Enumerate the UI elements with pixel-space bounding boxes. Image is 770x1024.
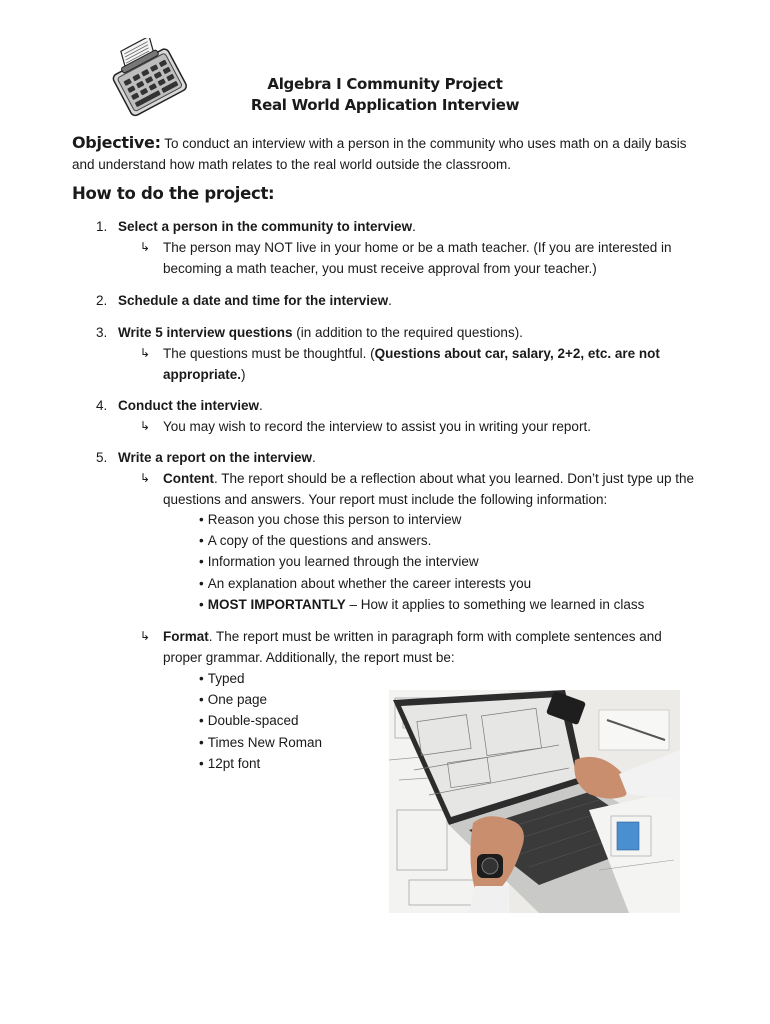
list-item-bold: MOST IMPORTANTLY — [207, 597, 346, 612]
step-heading: Write a report on the interview — [118, 450, 313, 465]
how-to-heading: How to do the project: — [72, 184, 275, 203]
list-item-text: – How it applies to something we learned in class — [345, 597, 645, 612]
list-item — [199, 573, 531, 594]
format-body: . The report must be written in paragraph form with complete sentences and proper grammar. Additionally, the report must be: — [163, 629, 662, 665]
step-note-text — [163, 343, 698, 385]
bullet-icon: • — [199, 533, 204, 548]
step-heading: Schedule a date and time for the interview — [118, 293, 389, 308]
arrow-icon: ↳ — [140, 240, 151, 254]
bullet-icon: • — [199, 512, 204, 527]
list-item — [199, 551, 479, 572]
list-item — [199, 509, 461, 530]
document-title — [0, 74, 770, 116]
list-item — [199, 753, 260, 774]
objective-paragraph — [72, 132, 712, 175]
list-item — [199, 732, 322, 753]
step-note-text: You may wish to record the interview to assist you in writing your report. — [163, 419, 591, 434]
step-note-text: The person may NOT live in your home or be a math teacher. (If you are interested in becoming a math teacher, you must receive approval from your teacher.) — [163, 240, 672, 276]
bullet-icon: • — [199, 597, 204, 612]
list-item-text: Typed — [207, 671, 245, 686]
title-line-2: Real World Application Interview — [250, 96, 520, 114]
bullet-icon: • — [199, 671, 204, 686]
format-text — [163, 626, 698, 668]
list-item-text: An explanation about whether the career interests you — [207, 576, 532, 591]
content-text — [163, 468, 698, 510]
step-heading: Conduct the interview — [118, 398, 260, 413]
step-tail: . — [388, 293, 392, 308]
bullet-icon: • — [199, 692, 204, 707]
step-tail: (in addition to the required questions). — [292, 325, 523, 340]
list-item-text: Times New Roman — [207, 735, 323, 750]
objective-label: Objective: — [72, 133, 161, 152]
note-pre: The questions must be thoughtful. ( — [163, 346, 375, 361]
list-item — [199, 710, 299, 731]
list-item — [199, 530, 431, 551]
step-number: 4. — [96, 398, 108, 413]
step-tail: . — [312, 450, 316, 465]
format-label: Format — [163, 629, 209, 644]
list-item — [199, 594, 644, 615]
note-post: ) — [241, 367, 246, 382]
list-item-text: One page — [207, 692, 268, 707]
arrow-icon: ↳ — [140, 419, 151, 433]
step-number: 5. — [96, 450, 108, 465]
bullet-icon: • — [199, 735, 204, 750]
content-label: Content — [163, 471, 214, 486]
bullet-icon: • — [199, 756, 204, 771]
list-item-text: 12pt font — [207, 756, 261, 771]
step-tail: . — [412, 219, 416, 234]
list-item-text: A copy of the questions and answers. — [207, 533, 432, 548]
arrow-icon: ↳ — [140, 346, 151, 360]
laptop-photo — [389, 690, 680, 913]
list-item — [199, 689, 267, 710]
arrow-icon: ↳ — [140, 629, 151, 643]
bullet-icon: • — [199, 713, 204, 728]
step-number: 1. — [96, 219, 108, 234]
list-item — [199, 668, 245, 689]
objective-text: To conduct an interview with a person in the community who uses math on a daily basis and understand how math relates to the real world outside the classroom. — [72, 136, 687, 172]
step-tail: . — [259, 398, 263, 413]
note-bold: Questions about car, salary, 2+2, etc. are not appropriate. — [163, 346, 660, 382]
content-body: . The report should be a reflection about what you learned. Don’t just type up the questions and answers. Your report must include the following information: — [163, 471, 695, 507]
arrow-icon: ↳ — [140, 471, 151, 485]
step-heading: Select a person in the community to interview — [118, 219, 413, 234]
step-number: 2. — [96, 293, 108, 308]
step-number: 3. — [96, 325, 108, 340]
bullet-icon: • — [199, 554, 204, 569]
bullet-icon: • — [199, 576, 204, 591]
list-item-text: Information you learned through the interview — [207, 554, 479, 569]
list-item-text: Reason you chose this person to interview — [207, 512, 462, 527]
list-item-text: Double-spaced — [207, 713, 299, 728]
step-heading: Write 5 interview questions — [118, 325, 293, 340]
title-line-1: Algebra I Community Project — [267, 75, 503, 93]
